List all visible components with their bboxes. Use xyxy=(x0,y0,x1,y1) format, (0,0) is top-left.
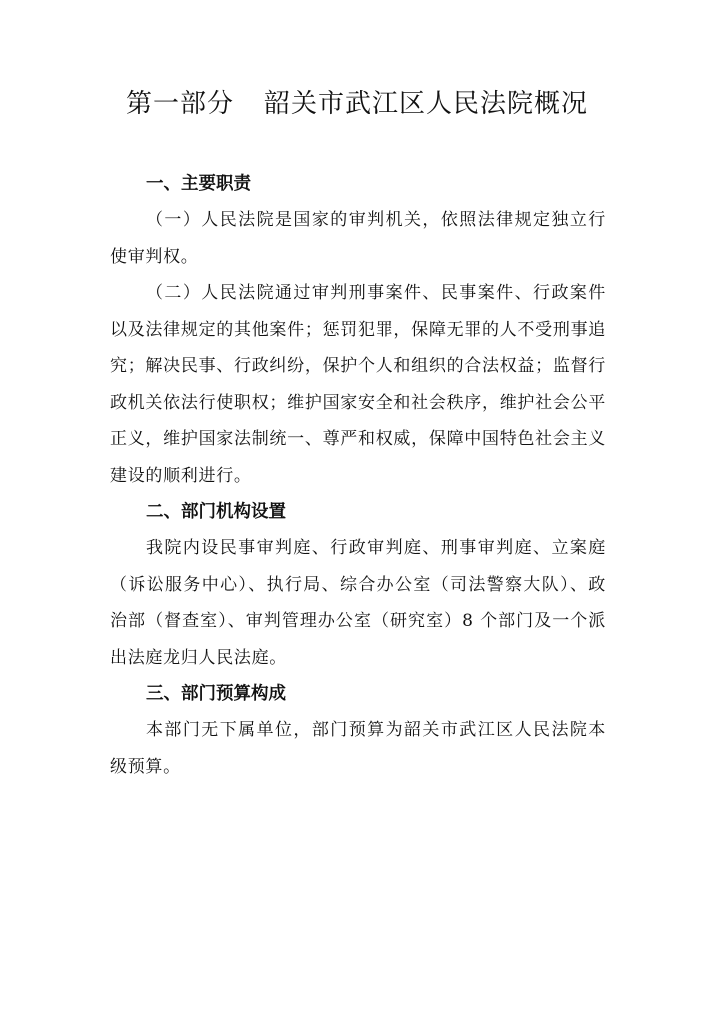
paragraph: （二）人民法院通过审判刑事案件、民事案件、行政案件以及法律规定的其他案件；惩罚犯罪，保障无罪的人不受刑事追究；解决民事、行政纠纷，保护个人和组织的合法权益；监督行政机关依法行使职权；维护国家安全和社会秩序，维护社会公平正义，维护国家法制统一、尊严和权威，保障中国特色社会主义建设的顺利进行。 xyxy=(110,283,606,486)
paragraph: 本部门无下属单位，部门预算为韶关市武江区人民法院本级预算。 xyxy=(110,720,606,777)
section-main-duties xyxy=(110,166,606,494)
paragraph: 我院内设民事审判庭、行政审判庭、刑事审判庭、立案庭（诉讼服务中心）、执行局、综合办公室（司法警察大队）、政治部（督查室）、审判管理办公室（研究室）8 个部门及一个派出法庭龙归人民法庭。 xyxy=(110,538,606,668)
section-heading: 三、部门预算构成 xyxy=(146,684,286,704)
section-organization xyxy=(110,494,606,676)
section-budget-composition xyxy=(110,676,606,785)
title-part-label: 第一部分 xyxy=(125,89,234,119)
document-body xyxy=(110,166,606,785)
section-heading: 一、主要职责 xyxy=(146,174,251,194)
page-title xyxy=(0,84,714,124)
paragraph: （一）人民法院是国家的审判机关，依照法律规定独立行使审判权。 xyxy=(110,210,606,267)
section-heading: 二、部门机构设置 xyxy=(146,502,286,522)
title-court-name: 韶关市武江区人民法院概况 xyxy=(264,89,589,119)
